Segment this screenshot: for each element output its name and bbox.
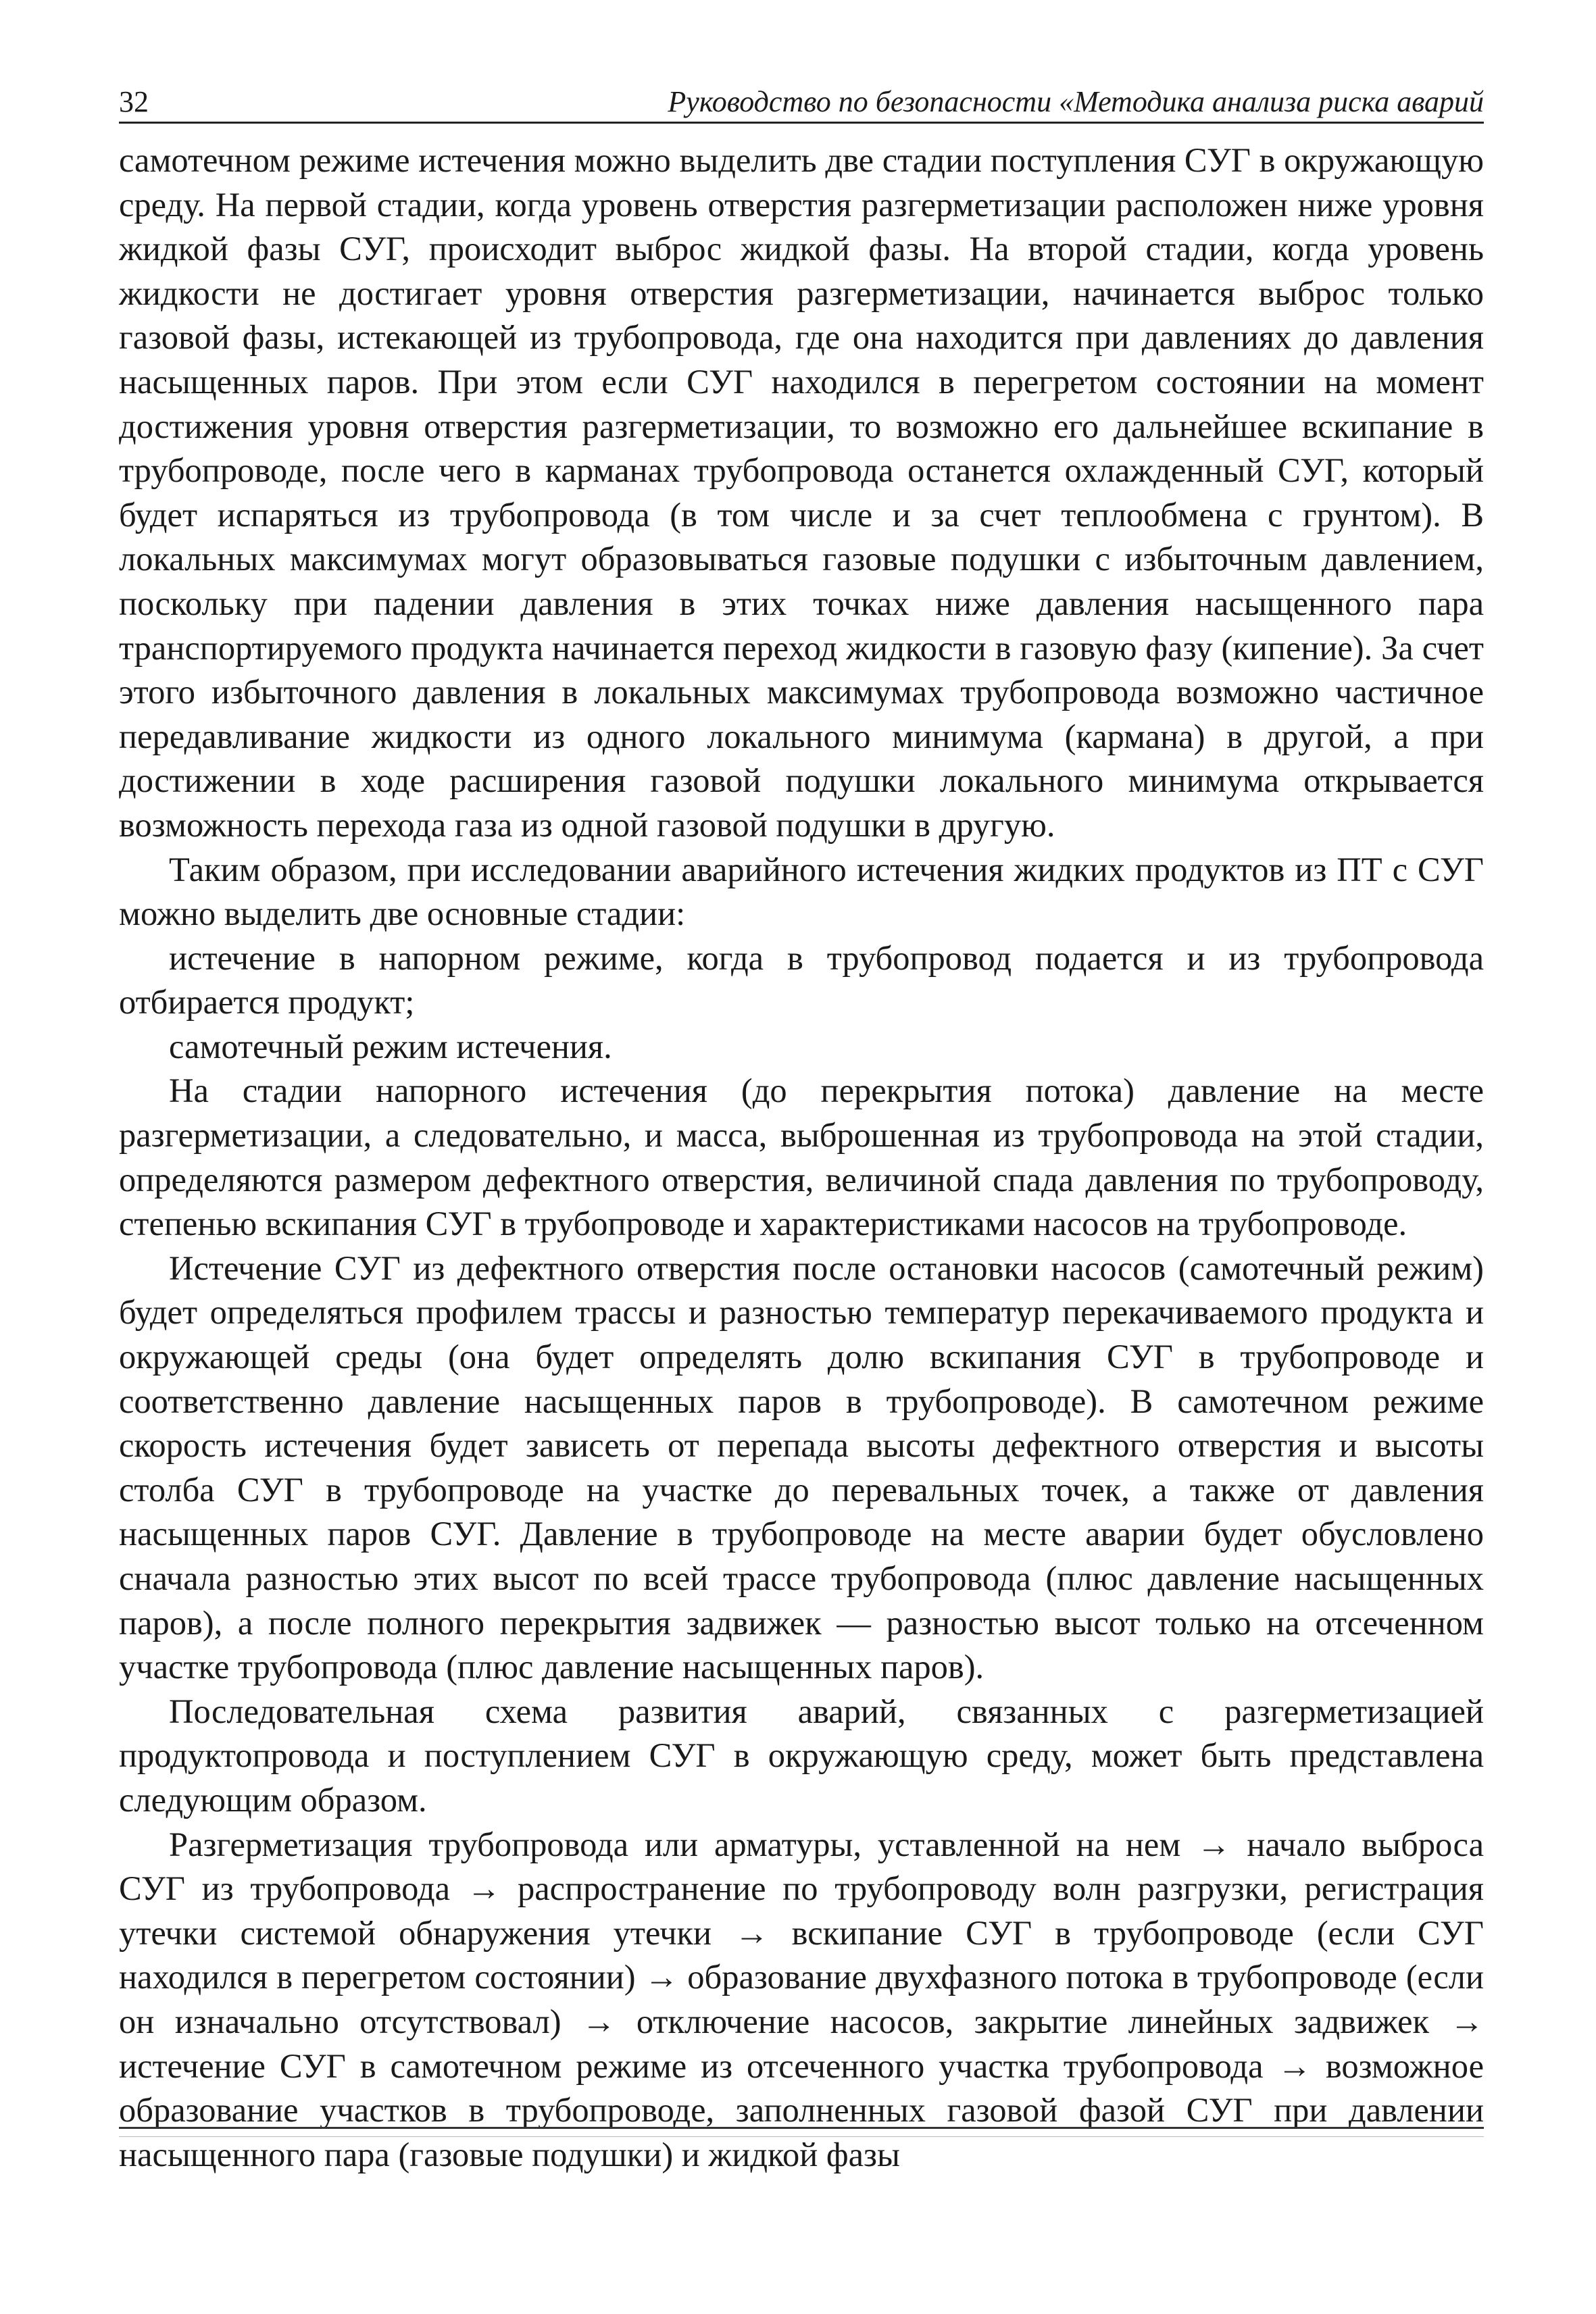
paragraph: Последовательная схема развития аварий, связанных с разгерметизацией продуктопровода и поступлением СУГ в окружающую среду, может быть представлена следующим образом. (119, 1692, 1484, 1819)
paragraph: Истечение СУГ из дефектного отверстия после остановки насосов (самотечный режим) будет определяться профилем трассы и разностью температур перекачиваемого продукта и окружающей среды (она будет определять долю вскипания СУГ в трубопроводе и соответственно давление насыщенных паров в трубопроводе). В самотечном режиме скорость истечения будет зависеть от перепада высоты дефектного отверстия и высоты столба СУГ в трубопроводе на участке до перевальных точек, а также от давления насыщенных паров СУГ. Давление в трубопроводе на месте аварии будет обусловлено сначала разностью этих высот по всей трассе трубопровода (плюс давление насыщенных паров), а после полного перекрытия задвижек — разностью высот только на отсеченном участке трубопровода (плюс давление насыщенных паров). (119, 1249, 1484, 1686)
page-number: 32 (119, 85, 149, 118)
list-item: истечение в напорном режиме, когда в трубопровод подается и из трубопровода отбирается продукт; (119, 938, 1484, 1022)
document-page (119, 81, 1484, 2177)
bottom-rule-thin (119, 2136, 1484, 2137)
body-text (119, 139, 1484, 2177)
bottom-rule (119, 2127, 1484, 2129)
paragraph-continuation: самотечном режиме истечения можно выделить две стадии поступления СУГ в окружающую среду. На первой стадии, когда уровень отверстия разгерметизации расположен ниже уровня жидкой фазы СУГ, происходит выброс жидкой фазы. На второй стадии, когда уровень жидкости не достигает уровня отверстия разгерметизации, начинается выброс только газовой фазы, истекающей из трубопровода, где она находится при давлениях до давления насыщенных паров. При этом если СУГ находился в перегретом состоянии на момент достижения уровня отверстия разгерметизации, то возможно его дальнейшее вскипание в трубопроводе, после чего в карманах трубопровода останется охлажденный СУГ, который будет испаряться из трубопровода (в том числе и за счет теплообмена с грунтом). В локальных максимумах могут образовываться газовые подушки с избыточным давлением, поскольку при падении давления в этих точках ниже давления насыщенного пара транспортируемого продукта начинается переход жидкости в газовую фазу (кипение). За счет этого избыточного давления в локальных максимумах трубопровода возможно частичное передавливание жидкости из одного локального минимума (кармана) в другой, а при достижении в ходе расширения газовой подушки локального минимума открывается возможность перехода газа из одной газовой подушки в другую. (119, 141, 1484, 844)
running-header-title: Руководство по безопасности «Методика анализа риска аварий (668, 85, 1484, 118)
paragraph: На стадии напорного истечения (до перекрытия потока) давление на месте разгерметизации, а следовательно, и масса, выброшенная из трубопровода на этой стадии, определяются размером дефектного отверстия, величиной спада давления по трубопроводу, степенью вскипания СУГ в трубопроводе и характеристиками насосов на трубопроводе. (119, 1072, 1484, 1243)
paragraph: Таким образом, при исследовании аварийного истечения жидких продуктов из ПТ с СУГ можно выделить две основные стадии: (119, 850, 1484, 933)
running-header (119, 81, 1484, 124)
list-item: самотечный режим истечения. (169, 1027, 612, 1065)
paragraph: Разгерметизация трубопровода или арматуры, уставленной на нем → начало выброса СУГ из трубопровода → распространение по трубопроводу волн разгрузки, регистрация утечки системой обнаружения утечки → вскипание СУГ в трубопроводе (если СУГ находился в перегретом состоянии) → образование двухфазного потока в трубопроводе (если он изначально отсутствовал) → отключение насосов, закрытие линейных задвижек → истечение СУГ в самотечном режиме из отсеченного участка трубопровода → возможное образование участков в трубопроводе, заполненных газовой фазой СУГ при давлении насыщенного пара (газовые подушки) и жидкой фазы (119, 1825, 1484, 2173)
